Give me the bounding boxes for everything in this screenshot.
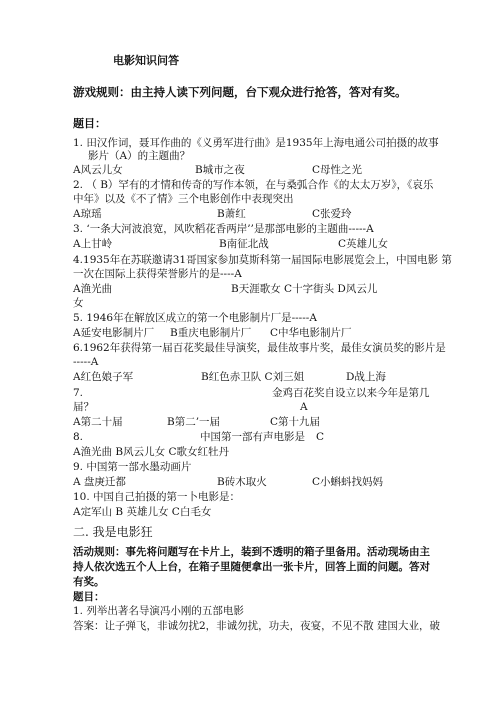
q6-option-d: D战上海: [346, 371, 386, 383]
q1-option-a: A风云儿女: [73, 164, 123, 176]
question-2: 2. （ B）罕有的才情和传奇的写作本领，在与桑弧合作《的太太万岁》，《哀乐: [73, 179, 434, 191]
question-6: 6.1962年获得第一届百花奖最佳导演奖，最佳故事片奖，最佳女演员奖的影片是: [73, 342, 446, 354]
question-4-wrap: 女: [73, 297, 84, 309]
q1-option-c: C母性之光: [312, 164, 363, 176]
q7-option-b: B第二’一届: [167, 416, 221, 428]
q9-option-b: B砖木取火: [217, 476, 267, 488]
question-7: 金鸡百花奖自设立以来今年是第几: [272, 387, 430, 399]
q5-option-c: C中华电影制片厂: [270, 327, 352, 339]
q3-option-b: B南征北战: [219, 238, 269, 250]
question-3: 3. ‘一条大河波浪宽，风吹稻花香两岸’’是那部电影的主题曲-----A: [73, 223, 374, 235]
q5-option-a: A延安电影制片厂: [73, 327, 155, 339]
question-8: 中国第一部有声电影是: [200, 431, 305, 443]
q2-option-c: C张爱玲: [312, 208, 352, 220]
question-9: 9. 中国第一部水墨动画片: [73, 461, 192, 473]
q8-options: A渔光曲 B风云儿女 C歌女红牡丹: [73, 446, 230, 458]
q5-option-b: B重庆电影制片厂: [170, 327, 252, 339]
question-1-cont: 影片（A）的主题曲？: [88, 150, 191, 162]
q2-option-b: B萧红: [217, 208, 246, 220]
question-7-answer: A: [300, 401, 308, 413]
q2-option-a: A琼瑶: [73, 208, 102, 220]
section-2-topic-label: 题目：: [73, 591, 105, 603]
question-2-cont: 中年》以及《不了情》三个电影创作中表现突出: [73, 193, 294, 205]
section-2-answer-1: 答案：让子弹飞，非诚勿扰2，非诚勿扰，功夫，夜宴，不见不散 建国大业，破: [73, 620, 441, 632]
section-2-heading: 二. 我是电影狂: [73, 525, 153, 539]
section-2-rules-end: 有奖。: [73, 576, 105, 588]
question-7-cont: 届？: [73, 401, 94, 413]
question-8-answer: C: [316, 431, 325, 443]
question-4-cont: 一次在国际上获得荣誉影片的是----A: [73, 268, 242, 280]
q3-option-c: C英雄儿女: [338, 238, 389, 250]
section-2-question-1: 1. 列举出著名导演冯小刚的五部电影: [73, 605, 244, 617]
question-5: 5. 1946年在解放区成立的第一个电影制片厂是-----A: [73, 312, 317, 324]
q3-option-a: A上甘岭: [73, 238, 113, 250]
page-title: 电影知识问答: [113, 54, 179, 67]
q9-option-c: C小蝌蚪找妈妈: [312, 476, 384, 488]
q4-option-a: A渔光曲: [73, 283, 113, 295]
q10-options: A定军山 B 英雄儿女 C白毛女: [73, 506, 212, 518]
q6-option-a: A红色娘子军: [73, 371, 134, 383]
section-2-rules: 活动规则：事先将问题写在卡片上，装到不透明的箱子里备用。活动现场由主: [73, 546, 430, 558]
q6-option-bc: B红色赤卫队 C刘三姐: [201, 371, 305, 383]
section-2-rules-cont: 持人依次选五个人上台，在箱子里随便拿出一张卡片，回答上面的问题。答对: [73, 561, 430, 573]
question-8-number: 8.: [73, 431, 84, 443]
question-7-number: 7.: [73, 387, 84, 399]
q1-option-b: B城市之夜: [195, 164, 245, 176]
q4-option-bcd: B天涯歌女 C十字街头 D风云儿: [231, 283, 378, 295]
topic-label: 题目：: [73, 117, 106, 130]
question-6-cont: -----A: [73, 356, 99, 368]
question-1: 1. 田汉作词，聂耳作曲的《义勇军进行曲》是1935年上海电通公司拍摄的故事: [73, 137, 439, 149]
question-4: 4.1935年在苏联邀请31哥国家参加莫斯科第一届国际电影展览会上，中国电影 第: [73, 254, 452, 266]
q7-option-a: A第二十届: [73, 416, 123, 428]
q9-option-a: A 盘庚迁都: [73, 476, 126, 488]
q7-option-c: C第十九届: [270, 416, 321, 428]
question-10: 10. 中国自己拍摄的第一卜电影是：: [73, 491, 241, 503]
game-rules: 游戏规则：由主持人读下列问题，台下观众进行抢答，答对有奖。: [73, 85, 407, 99]
